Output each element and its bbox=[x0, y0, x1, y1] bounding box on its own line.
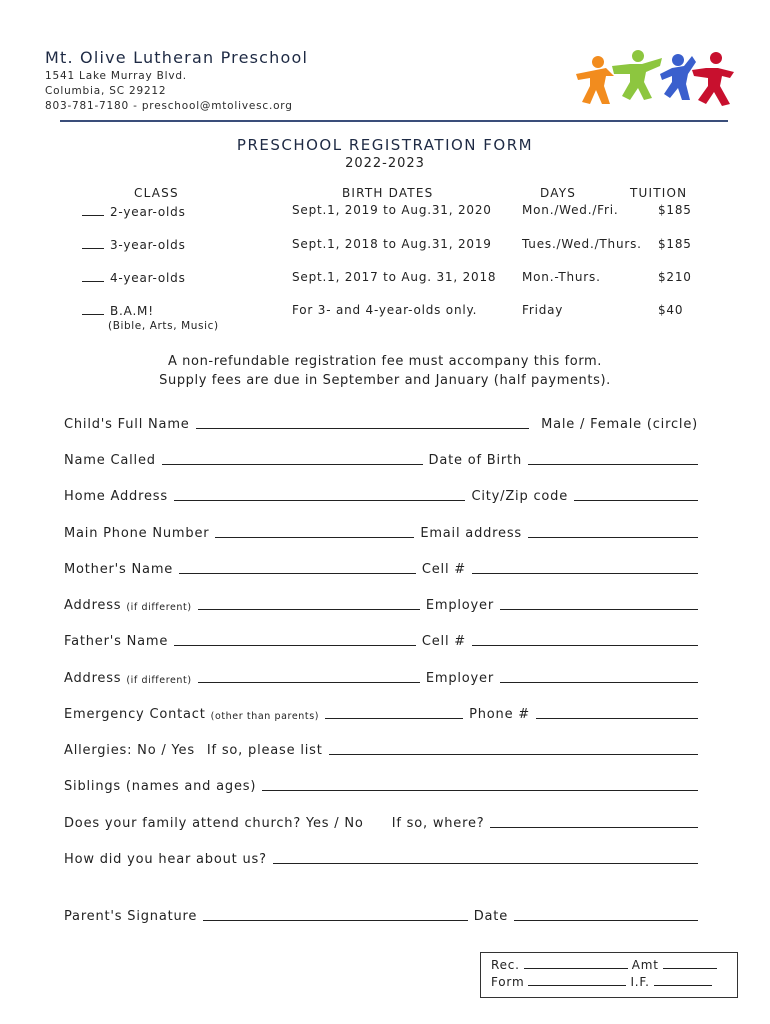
gender-label[interactable]: Male / Female (circle) bbox=[541, 417, 698, 432]
rec-field[interactable] bbox=[524, 967, 628, 969]
days: Tues./Wed./Thurs. bbox=[522, 237, 642, 251]
class-checkbox-line[interactable] bbox=[82, 280, 104, 282]
church-where-label: If so, where? bbox=[391, 816, 485, 831]
amt-field[interactable] bbox=[663, 967, 717, 969]
if-label: I.F. bbox=[630, 975, 650, 989]
signature-field[interactable] bbox=[203, 919, 468, 921]
class-checkbox-line[interactable] bbox=[82, 313, 104, 315]
name-called-field[interactable] bbox=[162, 463, 423, 465]
class-note: (Bible, Arts, Music) bbox=[108, 320, 219, 332]
mother-name-row bbox=[64, 559, 698, 577]
home-address-field[interactable] bbox=[174, 499, 466, 501]
form-label: Form bbox=[491, 975, 525, 989]
email-label: Email address bbox=[420, 526, 522, 541]
main-phone-field[interactable] bbox=[215, 536, 414, 538]
fee-notice: A non-refundable registration fee must accompany this form. bbox=[167, 354, 603, 369]
form-title: PRESCHOOL REGISTRATION FORM bbox=[236, 136, 534, 154]
signature-date-label: Date bbox=[473, 909, 508, 924]
mother-name-label: Mother's Name bbox=[64, 562, 174, 577]
mother-address-field[interactable] bbox=[198, 608, 420, 610]
emergency-contact-label: Emergency Contact bbox=[64, 707, 206, 722]
mother-employer-label: Employer bbox=[425, 598, 494, 613]
header-birth-dates: BIRTH DATES bbox=[342, 186, 434, 200]
mother-cell-label: Cell # bbox=[421, 562, 466, 577]
class-checkbox-line[interactable] bbox=[82, 214, 104, 216]
mother-address-note: (if different) bbox=[126, 602, 192, 613]
dob-label: Date of Birth bbox=[428, 453, 522, 468]
logo-figure-green bbox=[612, 50, 662, 100]
tuition: $185 bbox=[658, 237, 692, 251]
mother-address-row bbox=[64, 595, 698, 613]
birth-dates: Sept.1, 2019 to Aug.31, 2020 bbox=[292, 203, 492, 217]
church-where-field[interactable] bbox=[490, 826, 698, 828]
email-field[interactable] bbox=[528, 536, 698, 538]
header-days: DAYS bbox=[540, 186, 577, 200]
father-employer-label: Employer bbox=[425, 671, 494, 686]
dob-field[interactable] bbox=[528, 463, 698, 465]
name-called-label: Name Called bbox=[64, 453, 156, 468]
child-name-row bbox=[64, 414, 698, 432]
class-checkbox-line[interactable] bbox=[82, 247, 104, 249]
school-name: Mt. Olive Lutheran Preschool bbox=[45, 48, 309, 67]
office-use-box bbox=[480, 952, 738, 998]
home-address-row bbox=[64, 486, 698, 504]
father-address-row bbox=[64, 668, 698, 686]
class-row bbox=[82, 271, 186, 285]
tuition: $210 bbox=[658, 270, 692, 284]
birth-dates: For 3- and 4-year-olds only. bbox=[292, 303, 478, 317]
if-field[interactable] bbox=[654, 984, 712, 986]
father-cell-label: Cell # bbox=[421, 634, 466, 649]
city-zip-label: City/Zip code bbox=[471, 489, 568, 504]
father-address-note: (if different) bbox=[126, 675, 192, 686]
signature-row bbox=[64, 906, 698, 924]
logo-figure-blue bbox=[660, 54, 696, 100]
city-zip-field[interactable] bbox=[574, 499, 698, 501]
name-called-row bbox=[64, 450, 698, 468]
allergies-label[interactable]: Allergies: No / Yes bbox=[64, 743, 195, 758]
class-name: 2-year-olds bbox=[110, 205, 186, 219]
allergies-field[interactable] bbox=[329, 753, 698, 755]
tuition: $40 bbox=[658, 303, 684, 317]
siblings-label: Siblings (names and ages) bbox=[64, 779, 257, 794]
office-row-form bbox=[491, 975, 716, 989]
days: Mon./Wed./Fri. bbox=[522, 203, 619, 217]
logo-figure-orange bbox=[576, 56, 614, 104]
allergies-row bbox=[64, 740, 698, 758]
home-address-label: Home Address bbox=[64, 489, 168, 504]
school-contact-line: 803-781-7180 - preschool@mtolivesc.org bbox=[45, 100, 293, 112]
signature-label: Parent's Signature bbox=[64, 909, 198, 924]
birth-dates: Sept.1, 2018 to Aug.31, 2019 bbox=[292, 237, 492, 251]
birth-dates: Sept.1, 2017 to Aug. 31, 2018 bbox=[292, 270, 497, 284]
child-name-label: Child's Full Name bbox=[64, 417, 190, 432]
father-address-label: Address bbox=[64, 671, 122, 686]
church-label[interactable]: Does your family attend church? Yes / No bbox=[64, 816, 364, 831]
emergency-phone-label: Phone # bbox=[469, 707, 530, 722]
days: Friday bbox=[522, 303, 564, 317]
mother-employer-field[interactable] bbox=[500, 608, 698, 610]
heard-about-label: How did you hear about us? bbox=[64, 852, 267, 867]
mother-name-field[interactable] bbox=[179, 572, 416, 574]
emergency-phone-field[interactable] bbox=[536, 717, 698, 719]
class-row bbox=[82, 205, 186, 219]
allergies-list-label: If so, please list bbox=[206, 743, 323, 758]
amt-label: Amt bbox=[631, 958, 659, 972]
form-field[interactable] bbox=[528, 984, 626, 986]
header-class: CLASS bbox=[134, 186, 179, 200]
mother-address-label: Address bbox=[64, 598, 122, 613]
supply-notice: Supply fees are due in September and January (half payments). bbox=[159, 373, 611, 388]
father-address-field[interactable] bbox=[198, 681, 420, 683]
header-divider bbox=[60, 120, 728, 122]
logo-figure-red bbox=[692, 52, 734, 106]
main-phone-label: Main Phone Number bbox=[64, 526, 210, 541]
tuition: $185 bbox=[658, 203, 692, 217]
class-name: 3-year-olds bbox=[110, 238, 186, 252]
emergency-contact-row bbox=[64, 704, 698, 722]
father-name-field[interactable] bbox=[174, 644, 416, 646]
father-name-row bbox=[64, 631, 698, 649]
siblings-field[interactable] bbox=[262, 789, 698, 791]
emergency-contact-note: (other than parents) bbox=[210, 711, 320, 722]
class-name: B.A.M! bbox=[110, 304, 154, 318]
father-employer-field[interactable] bbox=[500, 681, 698, 683]
heard-about-field[interactable] bbox=[273, 862, 698, 864]
form-year: 2022-2023 bbox=[345, 156, 425, 171]
siblings-row bbox=[64, 776, 698, 794]
heard-about-row bbox=[64, 849, 698, 867]
class-row bbox=[82, 304, 154, 318]
school-logo bbox=[568, 46, 738, 114]
signature-date-field[interactable] bbox=[514, 919, 698, 921]
child-name-field[interactable] bbox=[196, 427, 530, 429]
days: Mon.-Thurs. bbox=[522, 270, 601, 284]
school-address-line2: Columbia, SC 29212 bbox=[45, 85, 167, 97]
class-name: 4-year-olds bbox=[110, 271, 186, 285]
church-row bbox=[64, 813, 698, 831]
mother-cell-field[interactable] bbox=[472, 572, 698, 574]
father-name-label: Father's Name bbox=[64, 634, 169, 649]
header-tuition: TUITION bbox=[630, 186, 688, 200]
rec-label: Rec. bbox=[491, 958, 520, 972]
school-address-line1: 1541 Lake Murray Blvd. bbox=[45, 70, 187, 82]
father-cell-field[interactable] bbox=[472, 644, 698, 646]
emergency-contact-field[interactable] bbox=[325, 717, 463, 719]
main-phone-row bbox=[64, 523, 698, 541]
office-row-rec bbox=[491, 958, 721, 972]
class-row bbox=[82, 238, 186, 252]
